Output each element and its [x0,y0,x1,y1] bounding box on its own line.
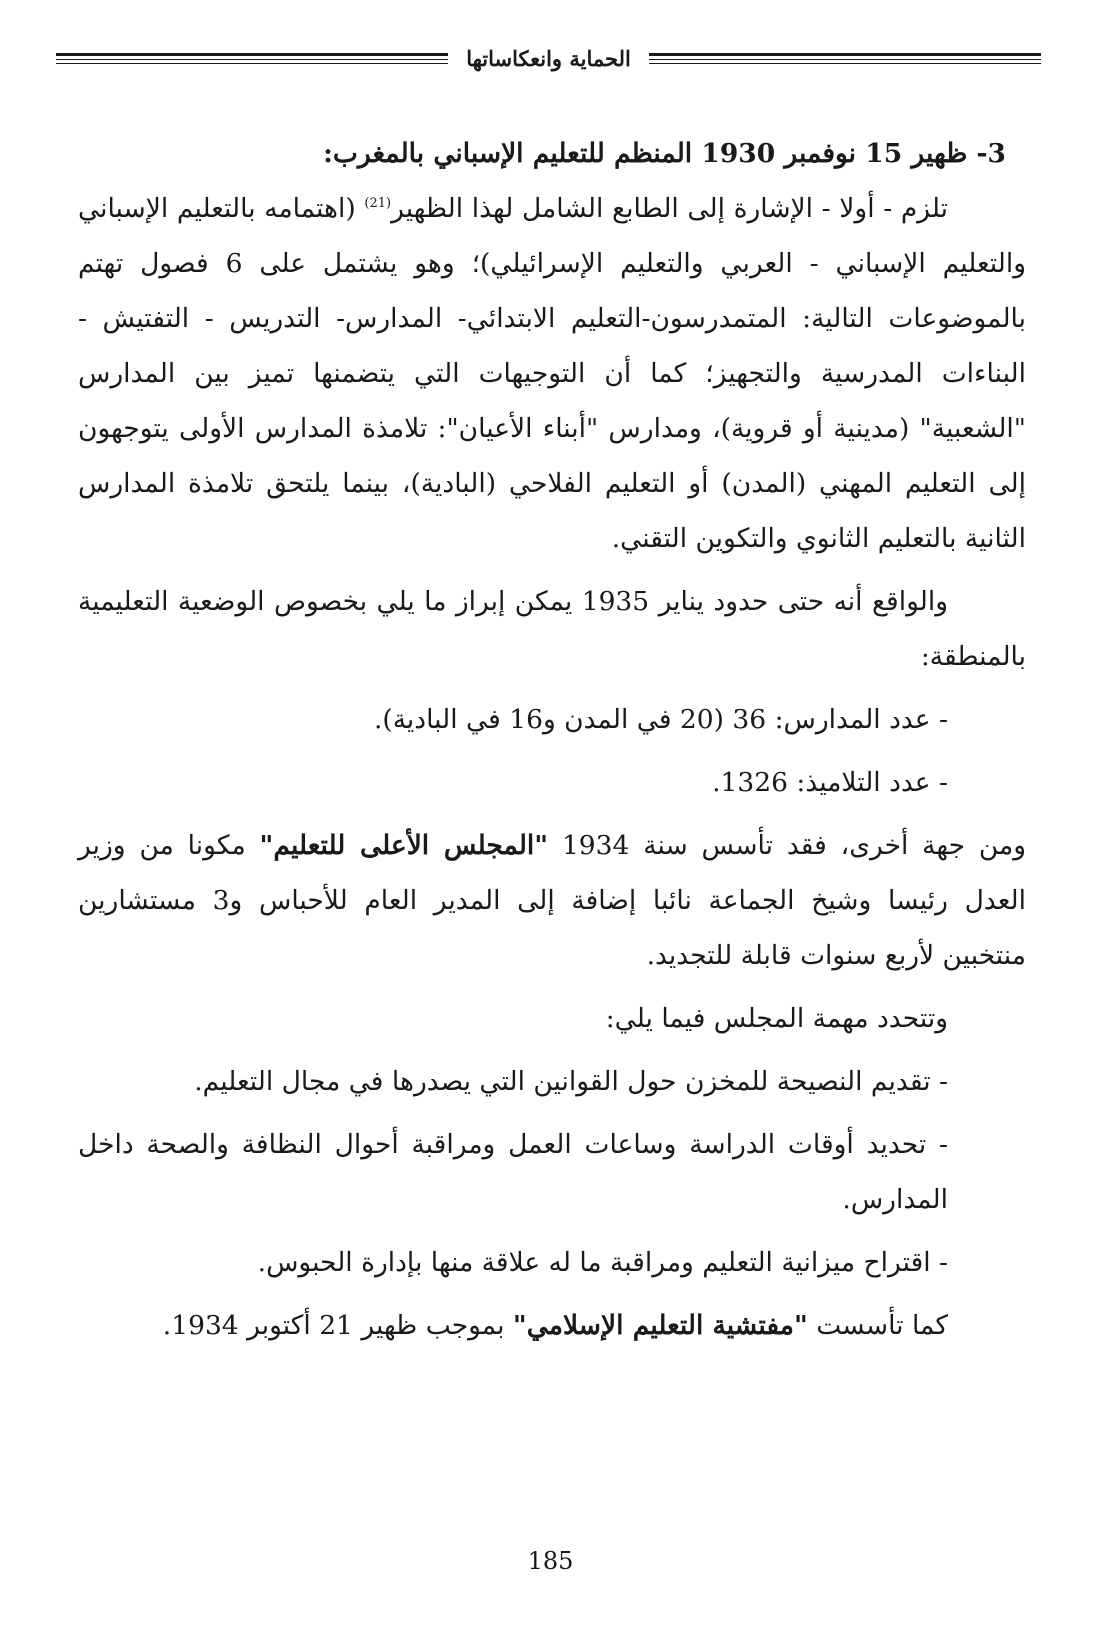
bold-term-higher-council: "المجلس الأعلى للتعليم" [259,830,549,861]
page-number: 185 [527,1547,574,1575]
paragraph-text: تلزم - أولا - الإشارة إلى الطابع الشامل لهذا الظهير [391,193,949,224]
list-item-advice: - تقديم النصيحة للمخزن حول القوانين التي يصدرها في مجال التعليم. [194,1066,948,1097]
header-rule-right [649,53,1041,64]
list-item-budget: - اقتراح ميزانية التعليم ومراقبة ما له علاقة منها بإدارة الحبوس. [257,1247,948,1278]
section-heading: 3- ظهير 15 نوفمبر 1930 المنظم للتعليم الإسباني بالمغرب: [323,138,1006,169]
paragraph-text: (اهتمامه بالتعليم الإسباني والتعليم الإسباني - العربي والتعليم الإسرائيلي)؛ وهو يشتمل على 6 فصول تهتم بالموضوعات التالية: المتمدرسون-التعليم الابتدائي- المدارس- التدريس - التفتيش - البناءات المدرسية والتجهيز؛ كما أن التوجيهات التي يتضمنها تميز بين المدارس "الشعبية" (مدينية أو قروية)، ومدارس "أبناء الأعيان": تلامذة المدارس الأولى يتوجهون إلى التعليم المهني (المدن) أو التعليم الفلاحي (البادية)، بينما يلتحق تلامذة المدارس الثانية بالتعليم الثانوي والتكوين التقني. [78,193,1026,554]
list-item-study-times: - تحديد أوقات الدراسة وساعات العمل ومراقبة أحوال النظافة والصحة داخل المدارس. [78,1129,948,1215]
paragraph-text: بموجب ظهير 21 أكتوبر 1934. [162,1310,513,1341]
paragraph-situation-1935: والواقع أنه حتى حدود يناير 1935 يمكن إبراز ما يلي بخصوص الوضعية التعليمية بالمنطقة: [78,586,1026,672]
list-item-schools-count: - عدد المدارس: 36 (20 في المدن و16 في البادية). [373,704,948,735]
paragraph-text: ومن جهة أخرى، فقد تأسس سنة 1934 [548,830,1027,861]
header-title: الحماية وانعكاساتها [466,45,631,71]
running-header [56,38,1041,78]
paragraph-dahir-overview [78,181,1026,566]
page-body [78,126,1026,1353]
header-rule-left [56,53,448,64]
footnote-reference: (21) [364,196,392,212]
paragraph-islamic-inspectorate [78,1298,1026,1353]
paragraph-council-mission: وتتحدد مهمة المجلس فيما يلي: [605,1003,948,1034]
paragraph-text: مكونا من وزير العدل رئيسا وشيخ الجماعة نائبا إضافة إلى المدير العام للأحباس و3 مستشارين منتخبين لأربع سنوات قابلة للتجديد. [78,830,1026,971]
paragraph-text: كما تأسست [807,1310,948,1341]
list-item-pupils-count: - عدد التلاميذ: 1326. [712,767,948,798]
paragraph-higher-council [78,818,1026,983]
bold-term-inspectorate: "مفتشية التعليم الإسلامي" [512,1310,808,1341]
